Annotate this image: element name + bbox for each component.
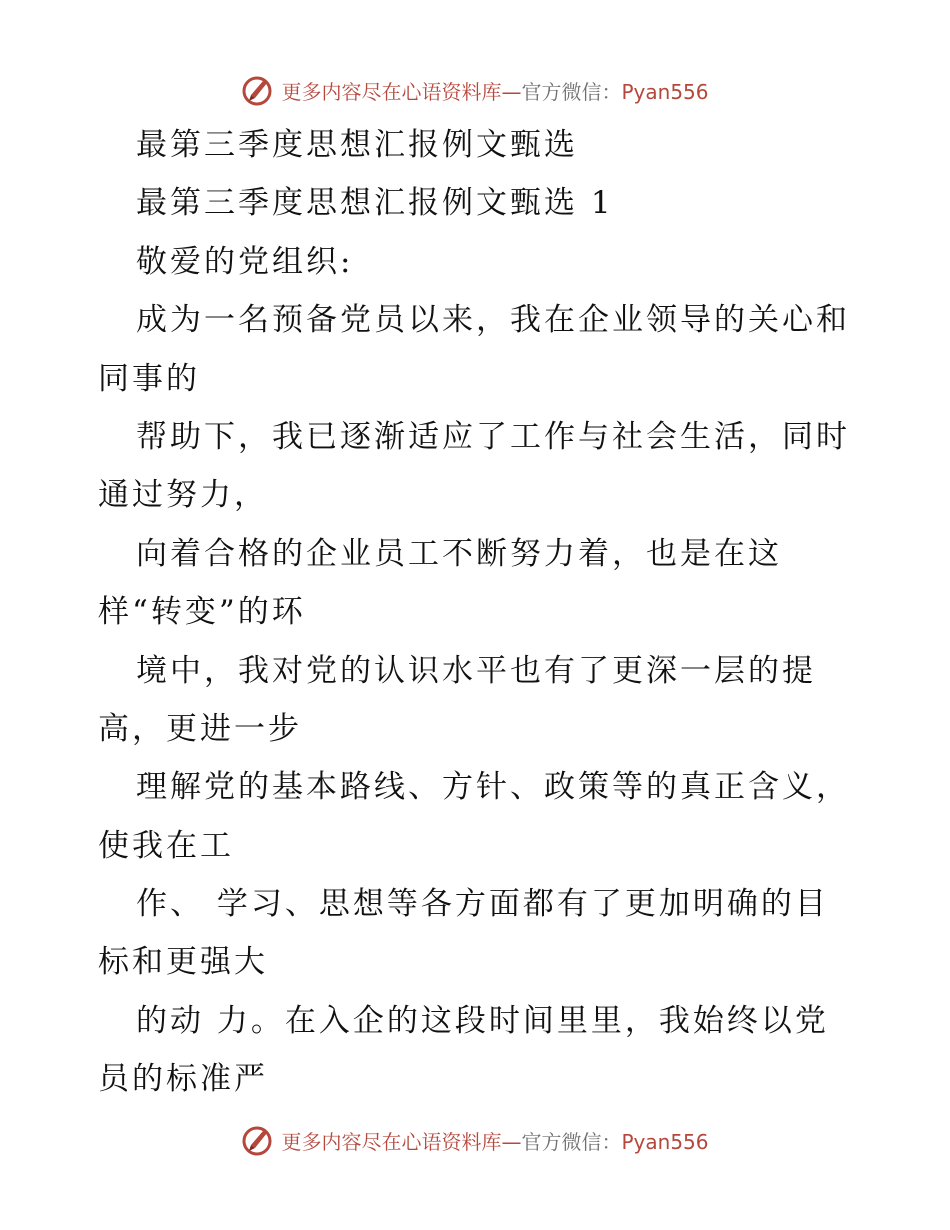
banner-text [281, 1126, 708, 1155]
document-title: 最第三季度思想汇报例文甄选 [136, 127, 578, 163]
pen-circle-logo-icon [241, 73, 275, 107]
paragraph-line: 成为一名预备党员以来，我在企业领导的关心和 [136, 302, 850, 339]
paragraph-line: 境中，我对党的认识水平也有了更深一层的提 [136, 652, 816, 689]
paragraph-line: 使我在工 [98, 827, 234, 864]
paragraph-line: 同事的 [98, 360, 200, 397]
salutation: 敬爱的党组织: [136, 243, 354, 280]
paragraph-line: 的动 力。在入企的这段时间里里，我始终以党 [136, 1002, 829, 1039]
banner-lead: 更多内容尽在心语资料库 [281, 79, 502, 104]
banner-code: Pyan556 [621, 1129, 709, 1154]
banner-lead: 更多内容尽在心语资料库 [281, 1129, 502, 1154]
paragraph-line: 理解党的基本路线、方针、政策等的真正含义， [136, 769, 850, 806]
banner-text [281, 76, 708, 105]
document-body [98, 116, 868, 1109]
paragraph-line: 高，更进一步 [98, 710, 302, 747]
footer-watermark-banner [0, 1120, 950, 1160]
pen-circle-logo-icon [241, 1123, 275, 1157]
banner-label: 官方微信： [521, 1129, 622, 1154]
banner-code: Pyan556 [621, 79, 709, 104]
paragraph-line: 样“转变”的环 [98, 594, 306, 631]
paragraph-line: 帮助下，我已逐渐适应了工作与社会生活，同时 [136, 418, 850, 455]
paragraph-line: 通过努力， [98, 477, 268, 514]
banner-dash: — [501, 79, 522, 104]
paragraph-line: 标和更强大 [98, 944, 268, 981]
document-subtitle: 最第三季度思想汇报例文甄选 1 [136, 185, 614, 222]
header-watermark-banner [0, 70, 950, 110]
banner-dash: — [501, 1129, 522, 1154]
paragraph-line: 向着合格的企业员工不断努力着，也是在这 [136, 535, 782, 572]
paragraph-line: 作、 学习、思想等各方面都有了更加明确的目 [136, 886, 829, 923]
banner-label: 官方微信： [521, 79, 622, 104]
paragraph-line: 员的标准严 [98, 1061, 268, 1098]
